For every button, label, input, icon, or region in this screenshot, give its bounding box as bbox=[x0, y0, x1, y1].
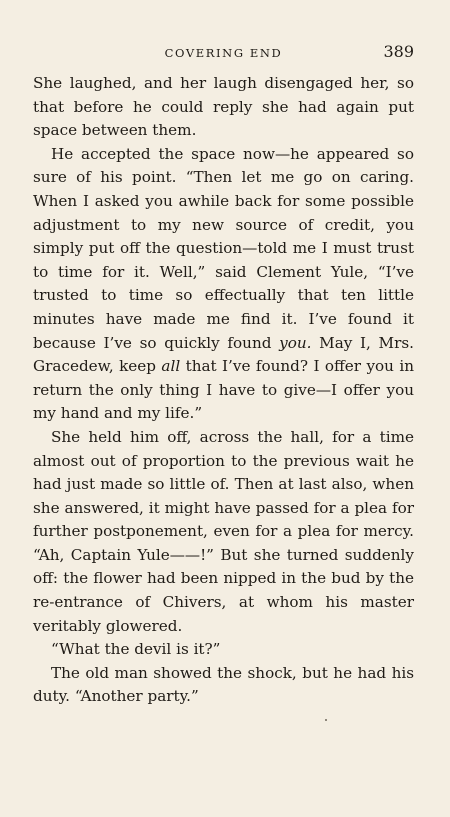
page-number: 389 bbox=[383, 42, 414, 61]
paragraph-2-text-3: that I’ve found? I offer you in return the only thing I have to give—I offer you my hand and my life.” bbox=[33, 357, 415, 423]
paragraph-2-emphasis-all: all bbox=[161, 357, 181, 376]
running-title: COVERING END bbox=[164, 46, 283, 60]
paragraph-2-text-1: He accepted the space now—he appeared so sure of his point. “Then let me go on caring. When I asked you awhile back for some possible adjustment to my new source of credit, you simply put off the question—told me I must trust to time for it. Well,” said Clement Yule, “I’ve trusted to time so effectually that ten little minutes have made me find it. I’ve found it because I’ve so quickly found bbox=[33, 144, 414, 352]
paragraph-1: She laughed, and her laugh disengaged her, so that before he could reply she had again put space between them. bbox=[33, 74, 414, 140]
paragraph-4: “What the devil is it?” bbox=[51, 640, 221, 659]
body-text bbox=[33, 72, 414, 709]
paragraph-2-text-2: May I, Mrs. Gracedew, keep bbox=[33, 333, 414, 376]
paragraph-2-emphasis-you: you. bbox=[279, 333, 312, 352]
paragraph-2 bbox=[33, 143, 414, 426]
paragraph-3: She held him off, across the hall, for a time almost out of proportion to the previous wait he had just made so little of. Then at last also, when she answered, it might have passed for a plea for further postponement, even for a plea for mercy. “Ah, Captain Yule——!” But she turned suddenly off: the flower had been nipped in the bud by the re-entrance of Chivers, at whom his master veritably glowered. bbox=[33, 427, 414, 635]
paper-speck bbox=[325, 719, 327, 721]
paragraph-5: The old man showed the shock, but he had his duty. “Another party.” bbox=[33, 663, 414, 706]
page-header bbox=[33, 38, 414, 72]
